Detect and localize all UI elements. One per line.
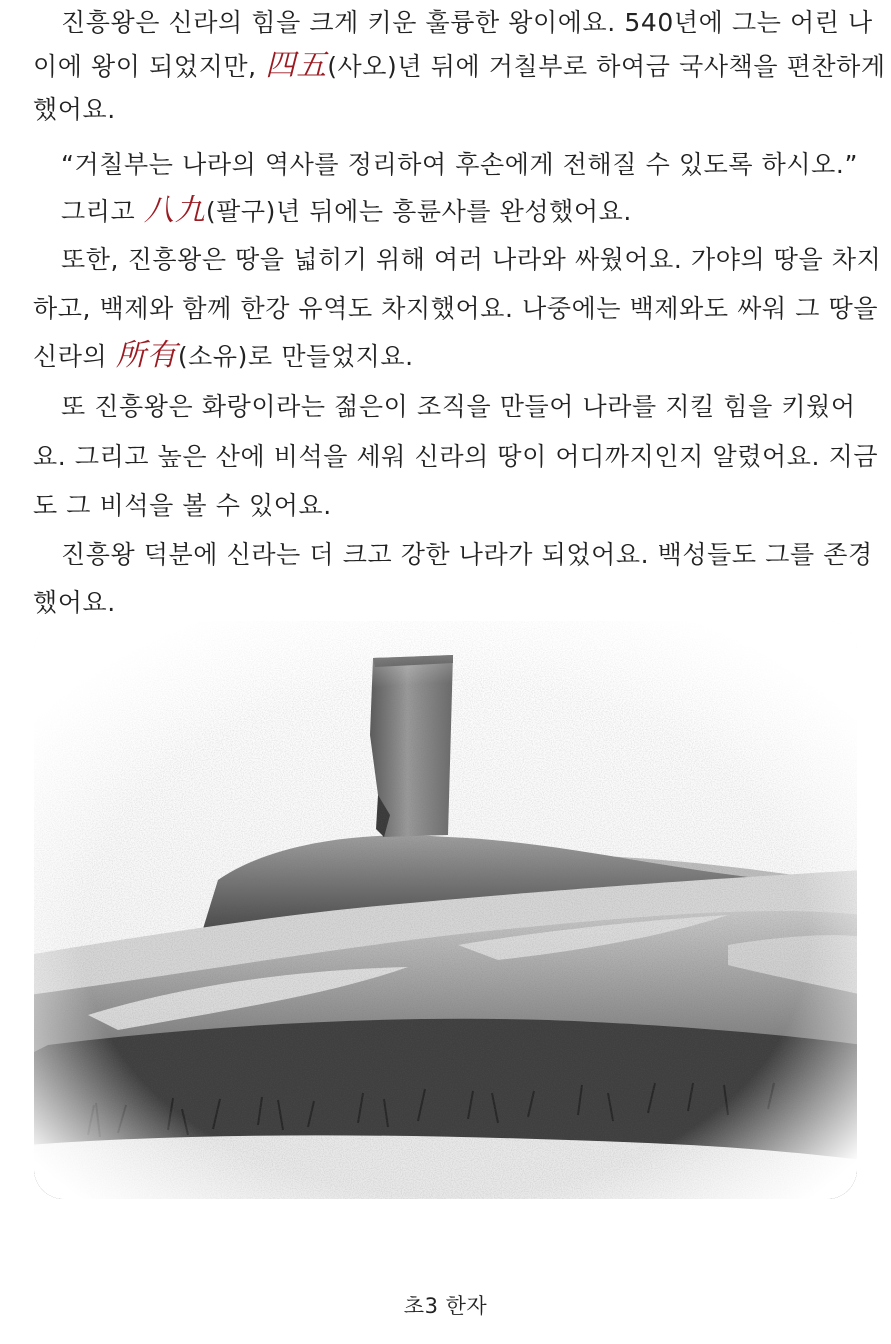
text-segment: 신라의 (33, 342, 116, 371)
paragraph-1-line-3: 했어요. (33, 95, 116, 124)
quote-line: “거칠부는 나라의 역사를 정리하여 후손에게 전해질 수 있도록 하시오.” (61, 150, 859, 179)
text-segment: (소유)로 만들었지요. (177, 342, 414, 371)
paragraph-2-line-1 (61, 194, 632, 229)
stone-monument-photo (28, 615, 863, 1205)
text-segment: (사오)년 뒤에 거칠부로 하여금 국사책을 편찬하게 (327, 52, 886, 81)
paragraph-1-line-2 (33, 49, 886, 84)
photo-scene (28, 615, 863, 1205)
paragraph-4-line-2: 요. 그리고 높은 산에 비석을 세워 신라의 땅이 어디까지인지 알렸어요. 지금 (33, 442, 879, 471)
hanja-word: 四五 (265, 48, 328, 83)
paragraph-4-line-1: 또 진흥왕은 화랑이라는 젊은이 조직을 만들어 나라를 지킬 힘을 키웠어 (61, 392, 856, 421)
paragraph-5-line-2: 했어요. (33, 588, 116, 617)
hanja-word: 所有 (115, 338, 178, 373)
paragraph-3-line-1: 또한, 진흥왕은 땅을 넓히기 위해 여러 나라와 싸웠어요. 가야의 땅을 차지 (61, 245, 882, 274)
paragraph-3-line-2: 하고, 백제와 함께 한강 유역도 차지했어요. 나중에는 백제와도 싸워 그 땅을 (33, 294, 879, 323)
paragraph-5-line-1: 진흥왕 덕분에 신라는 더 크고 강한 나라가 되었어요. 백성들도 그를 존경 (61, 540, 873, 569)
hanja-word: 八九 (143, 193, 206, 228)
text-segment: 이에 왕이 되었지만, (33, 52, 266, 81)
paragraph-1-line-1: 진흥왕은 신라의 힘을 크게 키운 훌륭한 왕이에요. 540년에 그는 어린 나 (61, 8, 873, 37)
paragraph-3-line-3 (33, 339, 414, 374)
paragraph-4-line-3: 도 그 비석을 볼 수 있어요. (33, 491, 332, 520)
text-segment: 그리고 (61, 197, 144, 226)
text-segment: (팔구)년 뒤에는 흥륜사를 완성했어요. (205, 197, 632, 226)
page-footer-label: 초3 한자 (403, 1294, 488, 1318)
